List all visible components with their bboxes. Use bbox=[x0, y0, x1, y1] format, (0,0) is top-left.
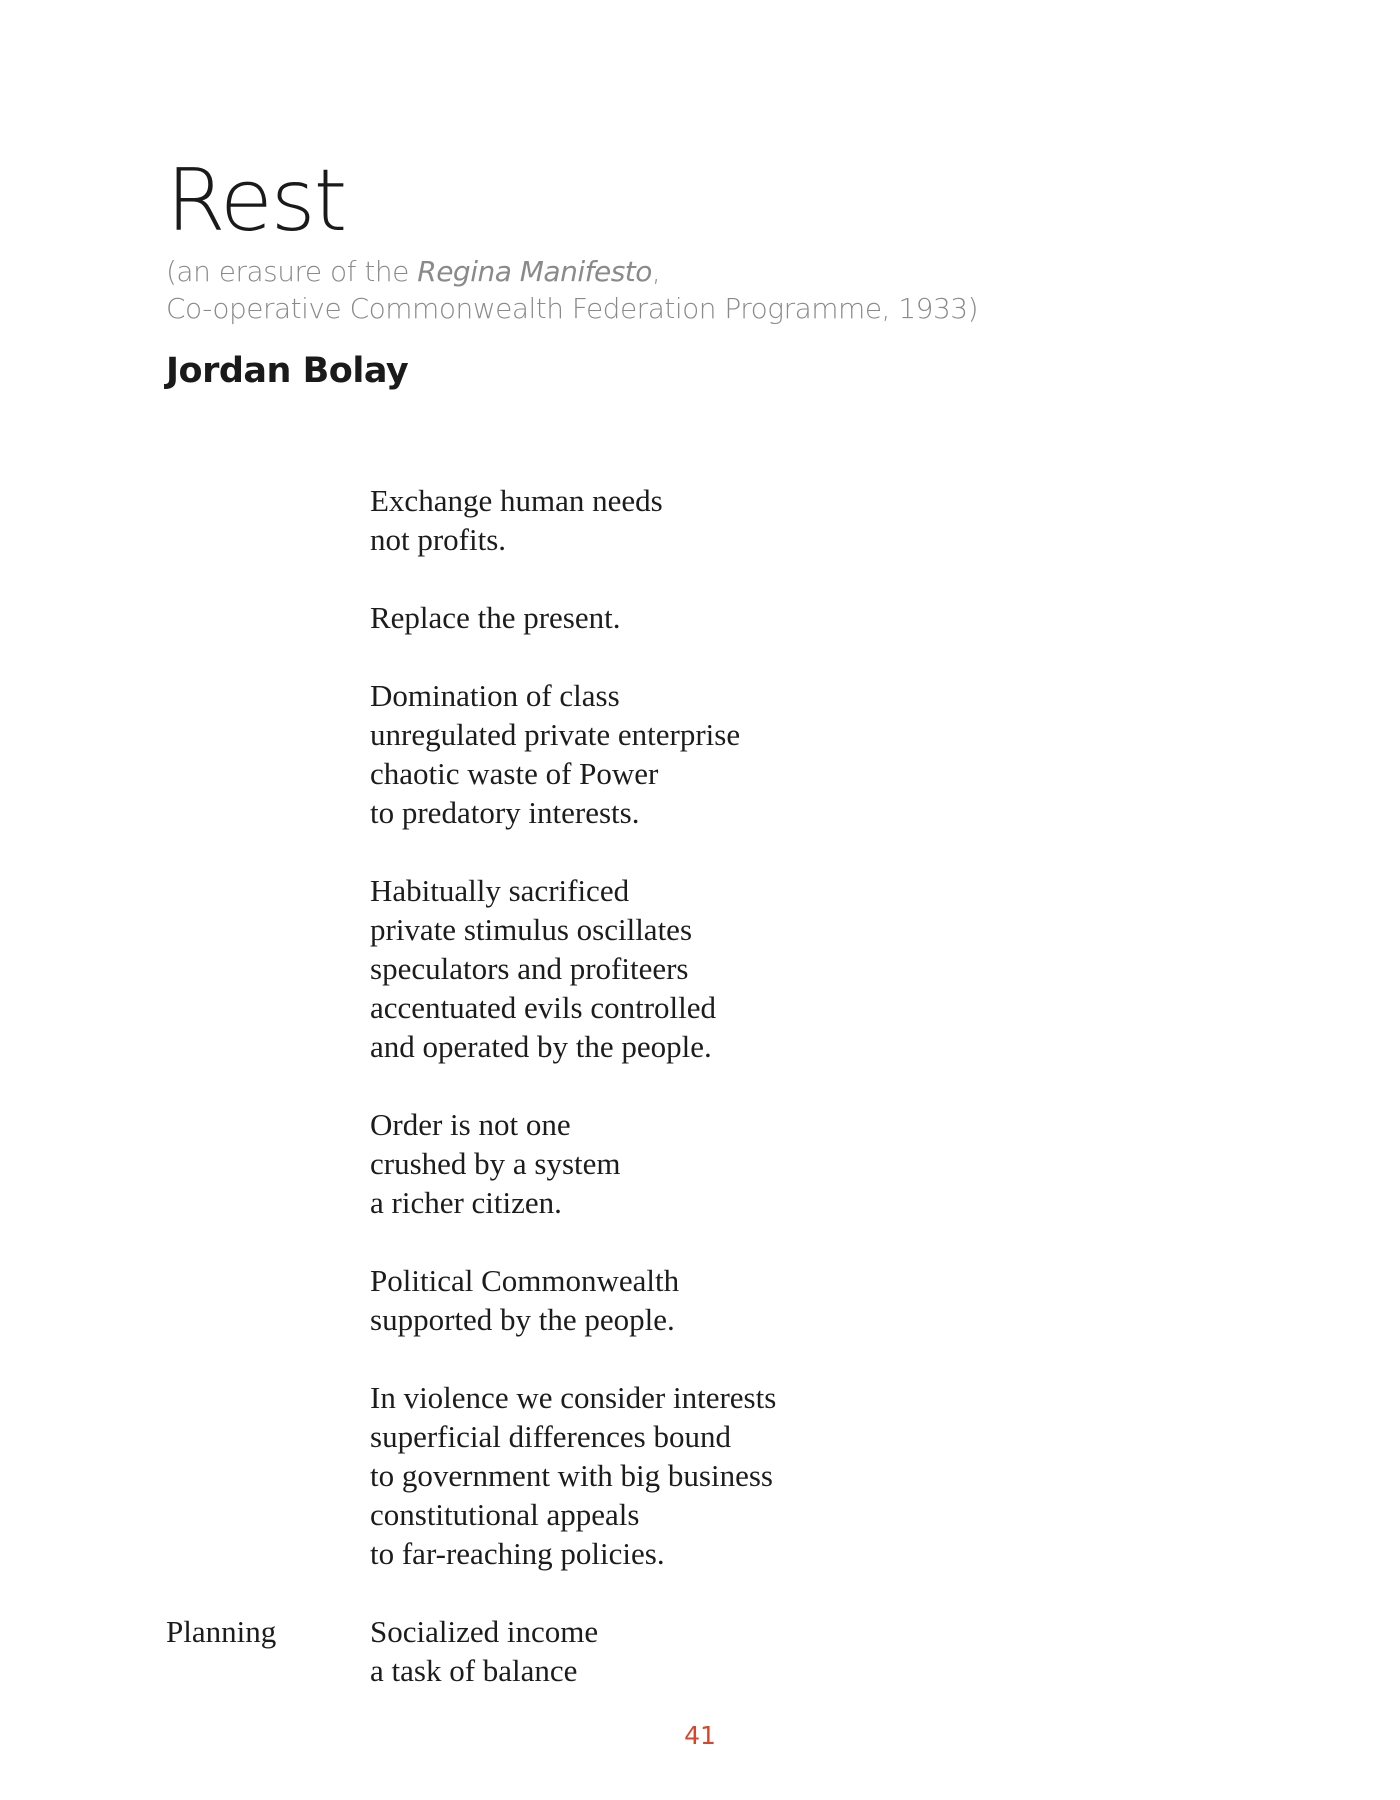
stanza bbox=[370, 871, 776, 1066]
subtitle-prefix: (an erasure of the bbox=[166, 255, 418, 288]
verse-line: Habitually sacrificed bbox=[370, 873, 630, 908]
verse-line: crushed by a system bbox=[370, 1146, 621, 1181]
stanza bbox=[370, 1612, 776, 1690]
verse-line: In violence we consider interests bbox=[370, 1380, 777, 1415]
verse-line: supported by the people. bbox=[370, 1302, 675, 1337]
verse-line: unregulated private enterprise bbox=[370, 717, 741, 752]
verse-line: Political Commonwealth bbox=[370, 1263, 680, 1298]
verse-line: accentuated evils controlled bbox=[370, 990, 717, 1025]
verse-line: Replace the present. bbox=[370, 600, 621, 635]
marginal-note: Planning bbox=[166, 1614, 277, 1649]
verse-line: private stimulus oscillates bbox=[370, 912, 693, 947]
subtitle-line-1 bbox=[166, 253, 978, 290]
verse-line: chaotic waste of Power bbox=[370, 756, 659, 791]
verse-line: Domination of class bbox=[370, 678, 620, 713]
stanza bbox=[370, 1105, 776, 1222]
verse-line: Exchange human needs bbox=[370, 483, 663, 518]
poem-body bbox=[370, 481, 776, 1729]
verse-line: a task of balance bbox=[370, 1653, 578, 1688]
verse-line: constitutional appeals bbox=[370, 1497, 640, 1532]
verse-line: to far-reaching policies. bbox=[370, 1536, 665, 1571]
verse-line: to government with big business bbox=[370, 1458, 773, 1493]
stanza bbox=[370, 1378, 776, 1573]
verse-line: and operated by the people. bbox=[370, 1029, 712, 1064]
author-name: Jordan Bolay bbox=[166, 351, 409, 391]
verse-line: speculators and profiteers bbox=[370, 951, 689, 986]
verse-line: Order is not one bbox=[370, 1107, 571, 1142]
verse-line: not profits. bbox=[370, 522, 507, 557]
subtitle-suffix: , bbox=[651, 255, 661, 288]
verse-line: Socialized income bbox=[370, 1614, 599, 1649]
subtitle-source-title: Regina Manifesto bbox=[417, 255, 652, 288]
stanza bbox=[370, 481, 776, 559]
verse-line: superficial differences bound bbox=[370, 1419, 731, 1454]
poem-title: Rest bbox=[166, 151, 346, 251]
page-number: 41 bbox=[684, 1721, 716, 1750]
stanza bbox=[370, 598, 776, 637]
stanza bbox=[370, 1261, 776, 1339]
verse-line: a richer citizen. bbox=[370, 1185, 562, 1220]
stanza bbox=[370, 676, 776, 832]
verse-line: to predatory interests. bbox=[370, 795, 640, 830]
subtitle-line-2: Co-operative Commonwealth Federation Programme, 1933) bbox=[166, 292, 979, 325]
poem-subtitle bbox=[166, 253, 978, 327]
